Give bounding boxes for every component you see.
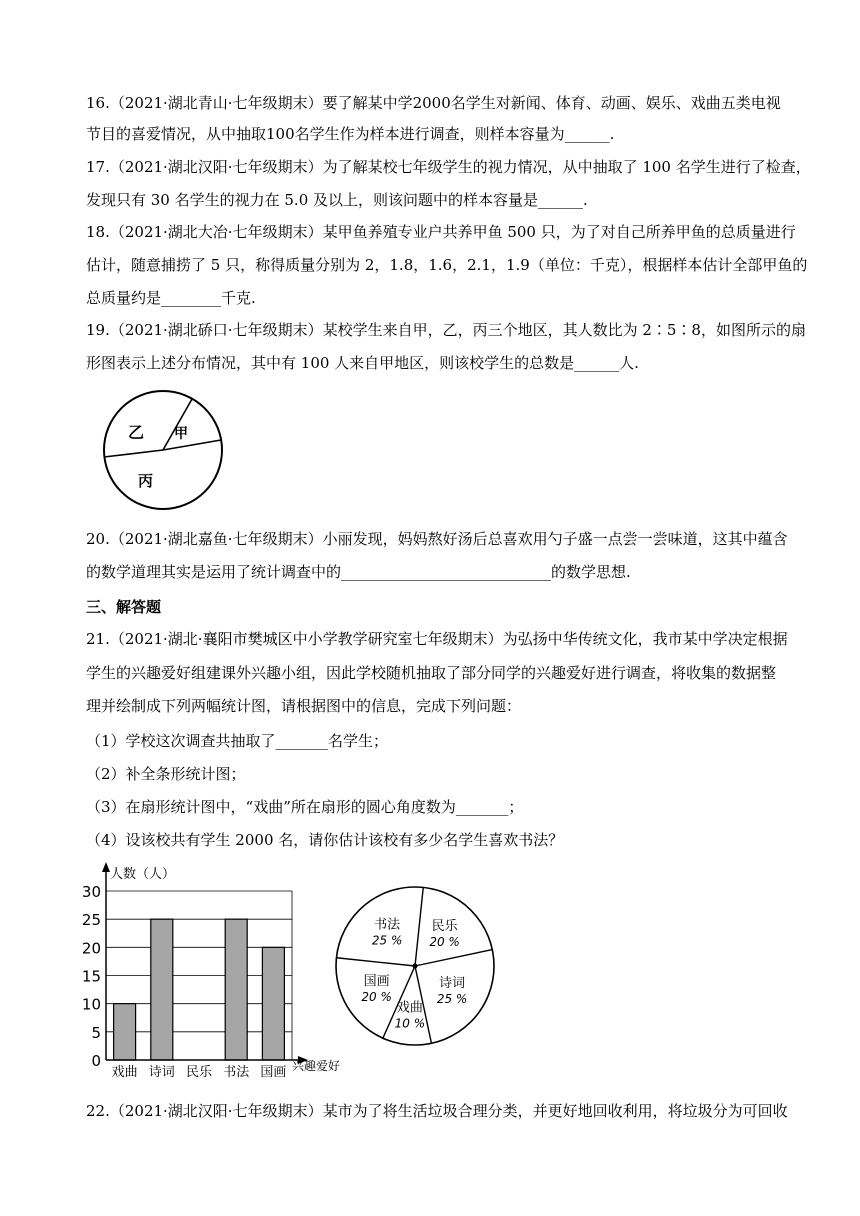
q18-line2: 估计，随意捕捞了 5 只，称得质量分别为 2，1.8，1.6，2.1，1.9（单位：千克），根据样本估计全部甲鱼的 (86, 256, 808, 274)
q21-sub3: （3）在扇形统计图中，“戏曲”所在扇形的圆心角度数为_______； (86, 798, 524, 816)
bar-诗词 (151, 919, 173, 1060)
q19-label-jia: 甲 (174, 426, 188, 442)
pie-slice-percent: 25 % (371, 933, 403, 948)
pie-slice-percent: 10 % (394, 1016, 426, 1031)
q22-line1: 22.（2021·湖北汉阳·七年级期末）某市为了将生活垃圾合理分类，并更好地回收利用，将垃圾分为可回收 (86, 1102, 788, 1120)
q21-sub4: （4）设该校共有学生 2000 名，请你估计该校有多少名学生喜欢书法？ (86, 831, 564, 849)
q19-line2: 形图表示上述分布情况，其中有 100 人来自甲地区，则该校学生的总数是______人. (86, 354, 639, 372)
q17-line1: 17.（2021·湖北汉阳·七年级期末）为了解某校七年级学生的视力情况，从中抽取了 100 名学生进行了检查， (86, 158, 811, 176)
bar-y-tick-label: 5 (91, 1023, 101, 1042)
bar-y-tick-label: 0 (91, 1052, 101, 1070)
pie-slice-percent: 20 % (429, 935, 460, 950)
bar-marks (114, 919, 285, 1060)
q20-line2: 的数学道理其实是运用了统计调查中的____________________________的数学思想. (86, 563, 631, 581)
bar-书法 (225, 919, 247, 1060)
q21-line2: 学生的兴趣爱好组建课外兴趣小组，因此学校随机抽取了部分同学的兴趣爱好进行调查，将收集的数据整 (86, 664, 777, 682)
q21-sub1: （1）学校这次调查共抽取了_______名学生； (86, 732, 389, 750)
bar-category-labels (112, 1064, 287, 1080)
pie-slice-label: 诗词 (439, 976, 466, 992)
q16-line1: 16.（2021·湖北青山·七年级期末）要了解某中学2000名学生对新闻、体育、动画、娱乐、戏曲五类电视 (86, 94, 781, 112)
q19-line1: 19.（2021·湖北硚口·七年级期末）某校学生来自甲，乙，丙三个地区，其人数比为 2∶5∶8，如图所示的扇 (86, 321, 806, 339)
q21-sub2: （2）补全条形统计图； (86, 765, 246, 783)
pie-slice-label: 国画 (363, 974, 390, 990)
q18-line1: 18.（2021·湖北大冶·七年级期末）某甲鱼养殖专业户共养甲鱼 500 只，为了对自己所养甲鱼的总质量进行 (86, 223, 796, 241)
q16-line2: 节目的喜爱情况，从中抽取100名学生作为样本进行调查，则样本容量为______. (86, 125, 615, 143)
pie-slice-label: 戏曲 (396, 1000, 423, 1016)
pie-slice-label: 民乐 (431, 919, 458, 935)
bar-chart (70, 860, 360, 1080)
bar-y-axis-label: 人数（人） (110, 867, 176, 882)
pie-center-dot (413, 964, 418, 969)
q21-line3: 理并绘制成下列两幅统计图，请根据图中的信息，完成下列问题： (86, 697, 522, 715)
bar-y-axis-arrow (102, 862, 110, 872)
q19-label-bing: 丙 (138, 472, 154, 490)
q19-pie-figure (86, 382, 246, 512)
bar-y-ticks (82, 883, 101, 1070)
pie-slice-label: 书法 (374, 917, 401, 933)
pie-slice-percent: 20 % (361, 990, 392, 1005)
bar-x-axis-label: 兴趣爱好 (292, 1059, 341, 1073)
bar-category-label: 戏曲 (111, 1065, 138, 1080)
q17-line2: 发现只有 30 名学生的视力在 5.0 及以上，则该问题中的样本容量是______. (86, 191, 588, 209)
q19-label-yi: 乙 (128, 423, 145, 442)
pie-chart (330, 862, 510, 1072)
bar-y-tick-label: 15 (81, 967, 101, 986)
bar-戏曲 (114, 1004, 136, 1060)
bar-category-label: 书法 (223, 1065, 250, 1080)
bar-category-label: 诗词 (148, 1065, 175, 1080)
bar-y-tick-label: 20 (81, 939, 101, 958)
q21-line1: 21.（2021·湖北·襄阳市樊城区中小学教学研究室七年级期末）为弘扬中华传统文化，我市某中学决定根据 (86, 630, 788, 648)
bar-y-tick-label: 10 (81, 995, 101, 1014)
bar-category-label: 民乐 (185, 1065, 213, 1080)
bar-国画 (262, 947, 284, 1060)
section-heading: 三、解答题 (86, 598, 162, 616)
q20-line1: 20.（2021·湖北嘉鱼·七年级期末）小丽发现，妈妈熬好汤后总喜欢用勺子盛一点尝一尝味道，这其中蕴含 (86, 530, 788, 548)
bar-y-tick-label: 30 (81, 883, 101, 901)
pie-slice-percent: 25 % (436, 992, 468, 1007)
q18-line3: 总质量约是________千克. (86, 289, 256, 307)
bar-category-label: 国画 (260, 1065, 287, 1080)
bar-y-tick-label: 25 (81, 911, 101, 930)
